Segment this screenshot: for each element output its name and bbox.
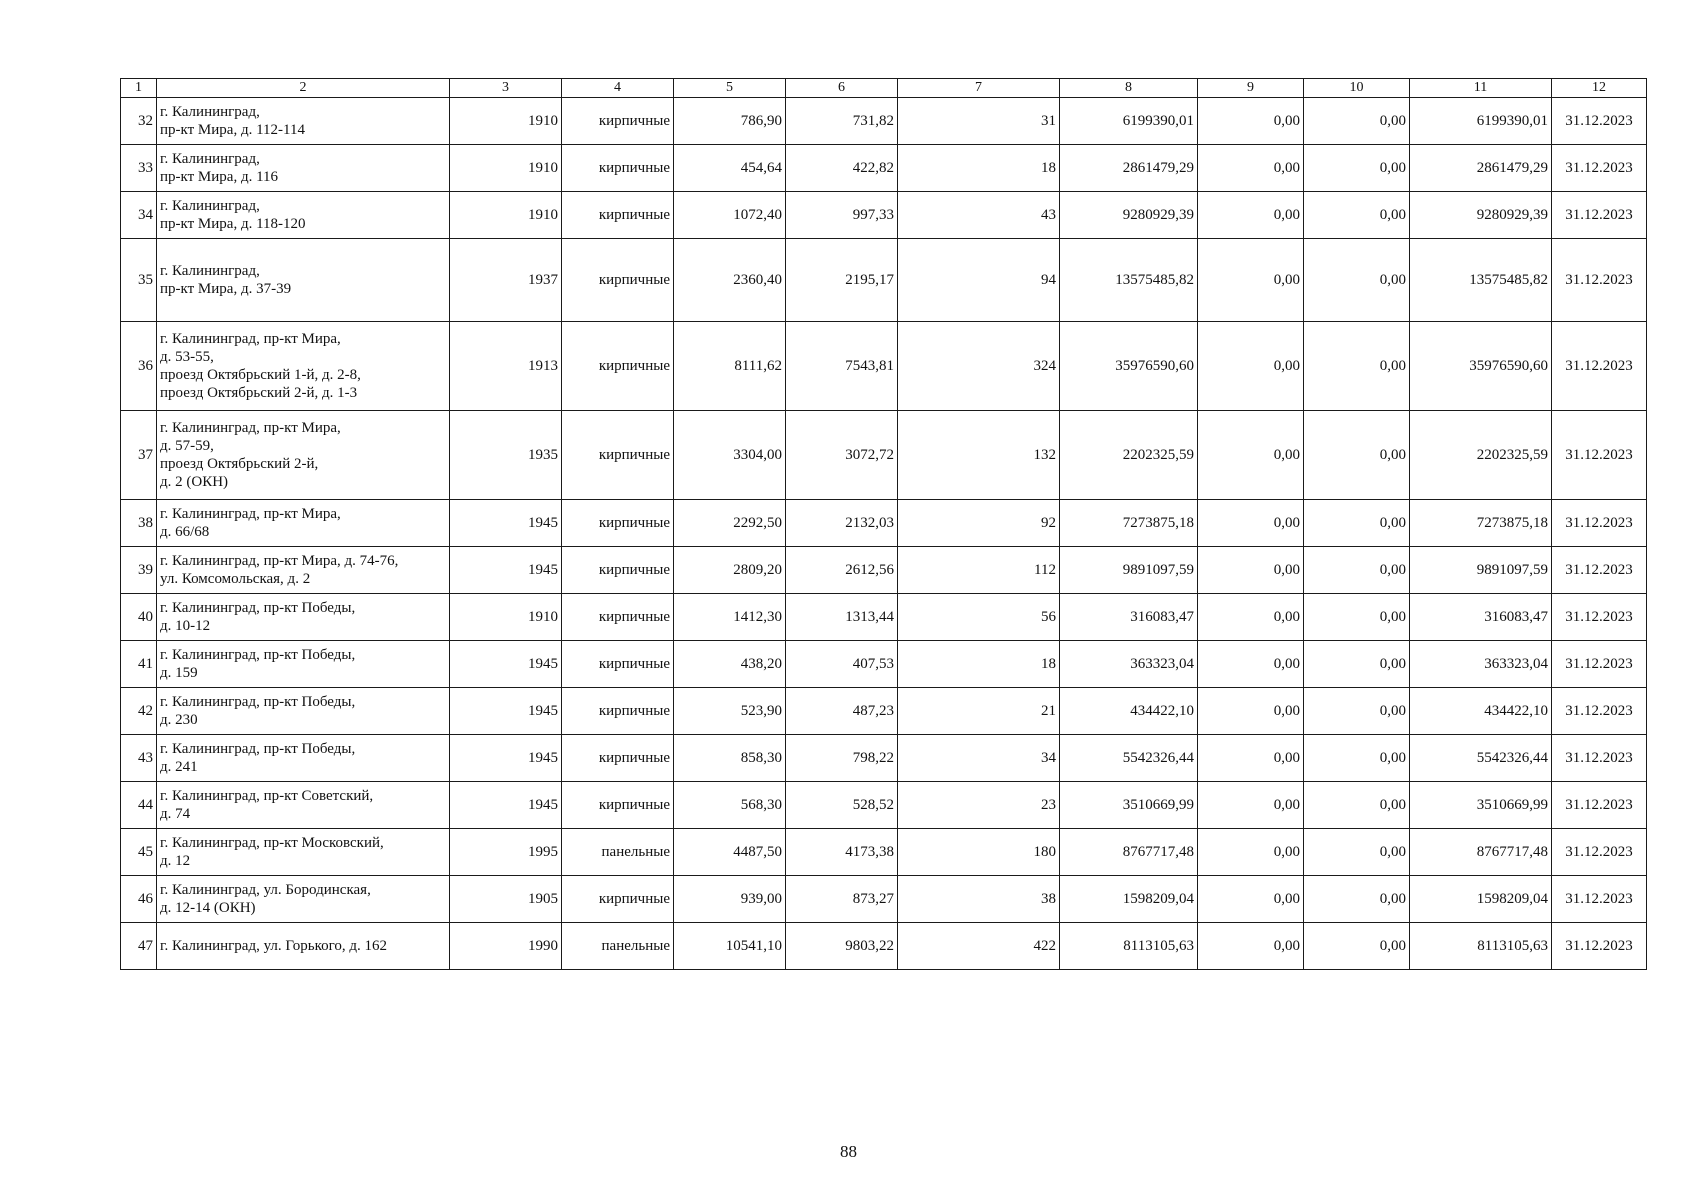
column-10-cell: 0,00 (1304, 322, 1410, 411)
wall-material-cell: кирпичные (562, 876, 674, 923)
column-10-cell: 0,00 (1304, 829, 1410, 876)
column-header-7: 7 (898, 79, 1060, 98)
table-row (121, 500, 1647, 547)
column-5-cell: 858,30 (674, 735, 786, 782)
column-7-cell: 180 (898, 829, 1060, 876)
table-row (121, 923, 1647, 970)
row-number-cell: 40 (121, 594, 157, 641)
deadline-date-cell: 31.12.2023 (1552, 688, 1647, 735)
address-cell: г. Калининград, пр-кт Мира, д. 116 (157, 145, 450, 192)
address-cell: г. Калининград, пр-кт Мира, д. 118-120 (157, 192, 450, 239)
wall-material-cell: кирпичные (562, 192, 674, 239)
column-7-cell: 38 (898, 876, 1060, 923)
year-cell: 1905 (450, 876, 562, 923)
column-header-5: 5 (674, 79, 786, 98)
column-11-cell: 8113105,63 (1410, 923, 1552, 970)
deadline-date-cell: 31.12.2023 (1552, 547, 1647, 594)
wall-material-cell: кирпичные (562, 782, 674, 829)
address-cell: г. Калининград, ул. Горького, д. 162 (157, 923, 450, 970)
deadline-date-cell: 31.12.2023 (1552, 594, 1647, 641)
column-6-cell: 1313,44 (786, 594, 898, 641)
wall-material-cell: кирпичные (562, 239, 674, 322)
column-6-cell: 528,52 (786, 782, 898, 829)
table-row (121, 641, 1647, 688)
column-8-cell: 5542326,44 (1060, 735, 1198, 782)
housing-register-table (120, 78, 1647, 970)
deadline-date-cell: 31.12.2023 (1552, 411, 1647, 500)
address-cell: г. Калининград, ул. Бородинская, д. 12-14 (ОКН) (157, 876, 450, 923)
column-header-1: 1 (121, 79, 157, 98)
column-6-cell: 997,33 (786, 192, 898, 239)
column-6-cell: 2612,56 (786, 547, 898, 594)
column-9-cell: 0,00 (1198, 782, 1304, 829)
table-row (121, 411, 1647, 500)
table-row (121, 688, 1647, 735)
column-7-cell: 18 (898, 641, 1060, 688)
column-8-cell: 35976590,60 (1060, 322, 1198, 411)
column-6-cell: 407,53 (786, 641, 898, 688)
column-9-cell: 0,00 (1198, 322, 1304, 411)
column-8-cell: 316083,47 (1060, 594, 1198, 641)
deadline-date-cell: 31.12.2023 (1552, 145, 1647, 192)
column-5-cell: 8111,62 (674, 322, 786, 411)
column-10-cell: 0,00 (1304, 594, 1410, 641)
address-cell: г. Калининград, пр-кт Победы, д. 159 (157, 641, 450, 688)
wall-material-cell: панельные (562, 923, 674, 970)
address-cell: г. Калининград, пр-кт Мира, д. 66/68 (157, 500, 450, 547)
deadline-date-cell: 31.12.2023 (1552, 322, 1647, 411)
column-11-cell: 5542326,44 (1410, 735, 1552, 782)
column-5-cell: 438,20 (674, 641, 786, 688)
column-7-cell: 422 (898, 923, 1060, 970)
column-5-cell: 523,90 (674, 688, 786, 735)
year-cell: 1945 (450, 735, 562, 782)
column-header-9: 9 (1198, 79, 1304, 98)
row-number-cell: 43 (121, 735, 157, 782)
year-cell: 1910 (450, 98, 562, 145)
row-number-cell: 47 (121, 923, 157, 970)
column-6-cell: 422,82 (786, 145, 898, 192)
column-5-cell: 939,00 (674, 876, 786, 923)
column-5-cell: 1412,30 (674, 594, 786, 641)
column-5-cell: 2360,40 (674, 239, 786, 322)
address-cell: г. Калининград, пр-кт Мира, д. 112-114 (157, 98, 450, 145)
year-cell: 1945 (450, 688, 562, 735)
column-6-cell: 2195,17 (786, 239, 898, 322)
column-10-cell: 0,00 (1304, 411, 1410, 500)
year-cell: 1945 (450, 547, 562, 594)
deadline-date-cell: 31.12.2023 (1552, 923, 1647, 970)
column-10-cell: 0,00 (1304, 688, 1410, 735)
row-number-cell: 42 (121, 688, 157, 735)
year-cell: 1945 (450, 782, 562, 829)
deadline-date-cell: 31.12.2023 (1552, 782, 1647, 829)
table-row (121, 239, 1647, 322)
year-cell: 1913 (450, 322, 562, 411)
table-row (121, 547, 1647, 594)
address-cell: г. Калининград, пр-кт Победы, д. 230 (157, 688, 450, 735)
column-header-3: 3 (450, 79, 562, 98)
column-9-cell: 0,00 (1198, 688, 1304, 735)
column-5-cell: 2292,50 (674, 500, 786, 547)
year-cell: 1990 (450, 923, 562, 970)
column-11-cell: 1598209,04 (1410, 876, 1552, 923)
wall-material-cell: кирпичные (562, 688, 674, 735)
column-7-cell: 56 (898, 594, 1060, 641)
address-cell: г. Калининград, пр-кт Победы, д. 10-12 (157, 594, 450, 641)
column-5-cell: 3304,00 (674, 411, 786, 500)
deadline-date-cell: 31.12.2023 (1552, 98, 1647, 145)
table-row (121, 876, 1647, 923)
year-cell: 1945 (450, 500, 562, 547)
table-row (121, 192, 1647, 239)
column-8-cell: 8113105,63 (1060, 923, 1198, 970)
year-cell: 1937 (450, 239, 562, 322)
column-11-cell: 3510669,99 (1410, 782, 1552, 829)
column-5-cell: 454,64 (674, 145, 786, 192)
column-11-cell: 6199390,01 (1410, 98, 1552, 145)
column-header-10: 10 (1304, 79, 1410, 98)
column-header-4: 4 (562, 79, 674, 98)
column-10-cell: 0,00 (1304, 145, 1410, 192)
column-9-cell: 0,00 (1198, 192, 1304, 239)
column-header-8: 8 (1060, 79, 1198, 98)
page-number: 88 (840, 1142, 857, 1161)
table-row (121, 145, 1647, 192)
wall-material-cell: кирпичные (562, 594, 674, 641)
column-5-cell: 568,30 (674, 782, 786, 829)
wall-material-cell: кирпичные (562, 145, 674, 192)
address-cell: г. Калининград, пр-кт Мира, д. 53-55, проезд Октябрьский 1-й, д. 2-8, проезд Октябрьский 2-й, д. 1-3 (157, 322, 450, 411)
column-11-cell: 7273875,18 (1410, 500, 1552, 547)
address-cell: г. Калининград, пр-кт Мира, д. 57-59, проезд Октябрьский 2-й, д. 2 (ОКН) (157, 411, 450, 500)
column-8-cell: 9891097,59 (1060, 547, 1198, 594)
row-number-cell: 34 (121, 192, 157, 239)
year-cell: 1995 (450, 829, 562, 876)
column-10-cell: 0,00 (1304, 98, 1410, 145)
column-7-cell: 94 (898, 239, 1060, 322)
column-11-cell: 2202325,59 (1410, 411, 1552, 500)
wall-material-cell: кирпичные (562, 322, 674, 411)
column-10-cell: 0,00 (1304, 239, 1410, 322)
wall-material-cell: панельные (562, 829, 674, 876)
column-9-cell: 0,00 (1198, 876, 1304, 923)
wall-material-cell: кирпичные (562, 735, 674, 782)
deadline-date-cell: 31.12.2023 (1552, 500, 1647, 547)
column-9-cell: 0,00 (1198, 98, 1304, 145)
row-number-cell: 33 (121, 145, 157, 192)
table-row (121, 594, 1647, 641)
column-8-cell: 7273875,18 (1060, 500, 1198, 547)
column-7-cell: 21 (898, 688, 1060, 735)
year-cell: 1945 (450, 641, 562, 688)
table-row (121, 829, 1647, 876)
column-header-11: 11 (1410, 79, 1552, 98)
column-6-cell: 873,27 (786, 876, 898, 923)
column-10-cell: 0,00 (1304, 876, 1410, 923)
column-9-cell: 0,00 (1198, 411, 1304, 500)
column-6-cell: 731,82 (786, 98, 898, 145)
column-8-cell: 6199390,01 (1060, 98, 1198, 145)
address-cell: г. Калининград, пр-кт Московский, д. 12 (157, 829, 450, 876)
column-7-cell: 112 (898, 547, 1060, 594)
column-9-cell: 0,00 (1198, 145, 1304, 192)
column-9-cell: 0,00 (1198, 641, 1304, 688)
column-7-cell: 18 (898, 145, 1060, 192)
deadline-date-cell: 31.12.2023 (1552, 829, 1647, 876)
column-9-cell: 0,00 (1198, 594, 1304, 641)
column-11-cell: 9280929,39 (1410, 192, 1552, 239)
column-5-cell: 786,90 (674, 98, 786, 145)
column-6-cell: 3072,72 (786, 411, 898, 500)
column-9-cell: 0,00 (1198, 500, 1304, 547)
year-cell: 1910 (450, 192, 562, 239)
column-10-cell: 0,00 (1304, 782, 1410, 829)
column-11-cell: 9891097,59 (1410, 547, 1552, 594)
address-cell: г. Калининград, пр-кт Победы, д. 241 (157, 735, 450, 782)
year-cell: 1935 (450, 411, 562, 500)
column-11-cell: 363323,04 (1410, 641, 1552, 688)
row-number-cell: 32 (121, 98, 157, 145)
column-5-cell: 4487,50 (674, 829, 786, 876)
column-5-cell: 2809,20 (674, 547, 786, 594)
column-8-cell: 1598209,04 (1060, 876, 1198, 923)
wall-material-cell: кирпичные (562, 547, 674, 594)
column-10-cell: 0,00 (1304, 192, 1410, 239)
column-5-cell: 1072,40 (674, 192, 786, 239)
row-number-cell: 45 (121, 829, 157, 876)
table-row (121, 735, 1647, 782)
row-number-cell: 35 (121, 239, 157, 322)
deadline-date-cell: 31.12.2023 (1552, 192, 1647, 239)
column-8-cell: 13575485,82 (1060, 239, 1198, 322)
row-number-cell: 44 (121, 782, 157, 829)
column-10-cell: 0,00 (1304, 500, 1410, 547)
column-8-cell: 9280929,39 (1060, 192, 1198, 239)
year-cell: 1910 (450, 145, 562, 192)
deadline-date-cell: 31.12.2023 (1552, 876, 1647, 923)
wall-material-cell: кирпичные (562, 500, 674, 547)
wall-material-cell: кирпичные (562, 641, 674, 688)
column-7-cell: 31 (898, 98, 1060, 145)
column-10-cell: 0,00 (1304, 547, 1410, 594)
column-header-6: 6 (786, 79, 898, 98)
table-row (121, 322, 1647, 411)
column-6-cell: 4173,38 (786, 829, 898, 876)
column-6-cell: 487,23 (786, 688, 898, 735)
deadline-date-cell: 31.12.2023 (1552, 239, 1647, 322)
column-10-cell: 0,00 (1304, 923, 1410, 970)
column-8-cell: 2861479,29 (1060, 145, 1198, 192)
table-row (121, 782, 1647, 829)
column-7-cell: 43 (898, 192, 1060, 239)
address-cell: г. Калининград, пр-кт Мира, д. 74-76, ул. Комсомольская, д. 2 (157, 547, 450, 594)
column-8-cell: 8767717,48 (1060, 829, 1198, 876)
column-11-cell: 2861479,29 (1410, 145, 1552, 192)
column-9-cell: 0,00 (1198, 829, 1304, 876)
column-8-cell: 434422,10 (1060, 688, 1198, 735)
row-number-cell: 36 (121, 322, 157, 411)
deadline-date-cell: 31.12.2023 (1552, 735, 1647, 782)
column-7-cell: 92 (898, 500, 1060, 547)
row-number-cell: 37 (121, 411, 157, 500)
column-8-cell: 3510669,99 (1060, 782, 1198, 829)
column-11-cell: 316083,47 (1410, 594, 1552, 641)
table-row (121, 98, 1647, 145)
column-6-cell: 7543,81 (786, 322, 898, 411)
column-11-cell: 13575485,82 (1410, 239, 1552, 322)
column-9-cell: 0,00 (1198, 547, 1304, 594)
row-number-cell: 39 (121, 547, 157, 594)
row-number-cell: 41 (121, 641, 157, 688)
column-11-cell: 434422,10 (1410, 688, 1552, 735)
column-10-cell: 0,00 (1304, 641, 1410, 688)
year-cell: 1910 (450, 594, 562, 641)
wall-material-cell: кирпичные (562, 98, 674, 145)
row-number-cell: 38 (121, 500, 157, 547)
address-cell: г. Калининград, пр-кт Мира, д. 37-39 (157, 239, 450, 322)
column-9-cell: 0,00 (1198, 239, 1304, 322)
row-number-cell: 46 (121, 876, 157, 923)
column-10-cell: 0,00 (1304, 735, 1410, 782)
column-header-12: 12 (1552, 79, 1647, 98)
column-8-cell: 363323,04 (1060, 641, 1198, 688)
column-6-cell: 798,22 (786, 735, 898, 782)
column-7-cell: 132 (898, 411, 1060, 500)
column-header-2: 2 (157, 79, 450, 98)
column-5-cell: 10541,10 (674, 923, 786, 970)
column-7-cell: 34 (898, 735, 1060, 782)
wall-material-cell: кирпичные (562, 411, 674, 500)
column-7-cell: 23 (898, 782, 1060, 829)
column-11-cell: 8767717,48 (1410, 829, 1552, 876)
column-6-cell: 2132,03 (786, 500, 898, 547)
column-8-cell: 2202325,59 (1060, 411, 1198, 500)
column-7-cell: 324 (898, 322, 1060, 411)
deadline-date-cell: 31.12.2023 (1552, 641, 1647, 688)
column-9-cell: 0,00 (1198, 735, 1304, 782)
column-6-cell: 9803,22 (786, 923, 898, 970)
column-9-cell: 0,00 (1198, 923, 1304, 970)
address-cell: г. Калининград, пр-кт Советский, д. 74 (157, 782, 450, 829)
column-number-header-row (121, 79, 1647, 98)
column-11-cell: 35976590,60 (1410, 322, 1552, 411)
